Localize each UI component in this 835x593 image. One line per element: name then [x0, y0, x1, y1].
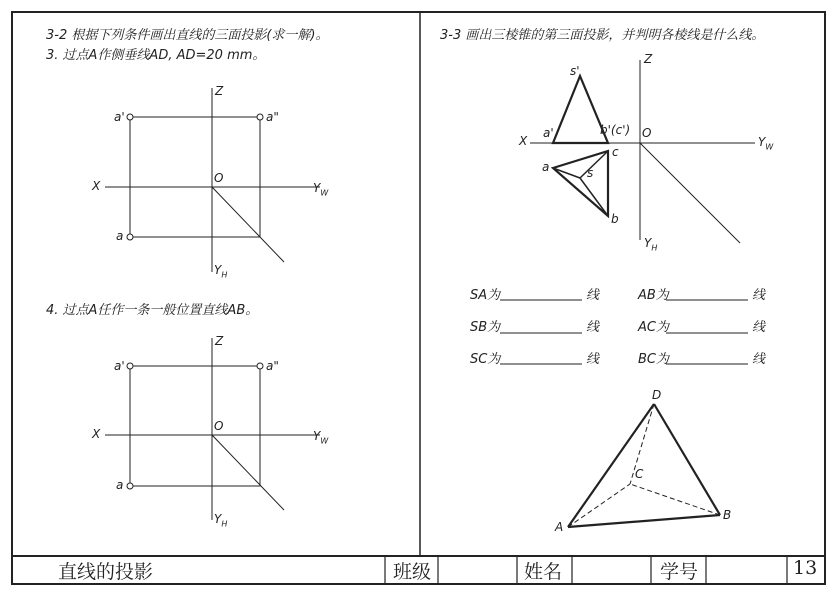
page-number: 13	[793, 557, 818, 579]
axis-yh-label: $Y_H$	[214, 263, 228, 280]
answer-sc-label: SC为	[470, 352, 501, 367]
answer-bc-label: BC为	[638, 352, 669, 367]
answer-blanks	[500, 300, 748, 364]
footer-id-label: 学号	[660, 561, 699, 583]
origin-label-3: O	[642, 126, 652, 140]
point-a-2: a	[116, 478, 124, 492]
answer-sa-label: SA为	[470, 288, 501, 303]
point-a: a	[116, 229, 124, 243]
axis-x-label-2: X	[92, 427, 101, 441]
axis-yw-label-2: $Y_W$	[313, 429, 329, 446]
pyramid-3d	[568, 404, 720, 527]
axis-z-label-2: Z	[215, 334, 224, 348]
problem-3-3-title: 3-3 画出三棱锥的第三面投影，并判明各棱线是什么线。	[440, 28, 765, 43]
point-c: c	[612, 145, 619, 159]
solid-point-d: D	[652, 388, 662, 402]
answer-sb-suffix: 线	[586, 320, 600, 335]
point-s: s	[587, 166, 594, 180]
point-s-prime: s'	[570, 64, 580, 78]
diagram-3-3-axes	[530, 60, 755, 243]
point-a-dprime: a"	[266, 110, 279, 124]
problem-3-2-title: 3-2 根据下列条件画出直线的三面投影(求一解)。	[46, 28, 329, 43]
axis-yw-label: $Y_W$	[313, 181, 329, 198]
axis-yw-label-3: $Y_W$	[758, 135, 774, 152]
footer-title: 直线的投影	[58, 561, 154, 583]
axis-x-label: X	[92, 179, 101, 193]
point-a-dprime-2: a"	[266, 359, 279, 373]
point-b-prime-c-prime: b'(c')	[600, 123, 631, 137]
point-a-prime-3: a'	[543, 126, 554, 140]
axis-z-label: Z	[215, 84, 224, 98]
answer-sb-label: SB为	[470, 320, 501, 335]
axis-z-label-3: Z	[644, 52, 653, 66]
answer-ab-suffix: 线	[752, 288, 766, 303]
diagram-q4	[105, 338, 320, 520]
point-b: b	[611, 212, 619, 226]
question-3: 3. 过点A作侧垂线AD, AD=20 mm。	[46, 48, 266, 63]
point-a-top: a	[542, 160, 550, 174]
diagram-q3	[105, 88, 320, 272]
point-a-prime: a'	[114, 110, 125, 124]
answer-sc-suffix: 线	[586, 352, 600, 367]
answer-bc-suffix: 线	[752, 352, 766, 367]
answer-ac-suffix: 线	[752, 320, 766, 335]
solid-point-c: C	[635, 467, 644, 481]
solid-point-a: A	[555, 520, 564, 534]
footer-class-label: 班级	[393, 561, 432, 583]
question-4: 4. 过点A任作一条一般位置直线AB。	[46, 303, 259, 318]
point-a-prime-2: a'	[114, 359, 125, 373]
solid-point-b: B	[723, 508, 732, 522]
answer-sa-suffix: 线	[586, 288, 600, 303]
axis-x-label-3: X	[519, 134, 528, 148]
axis-yh-label-2: $Y_H$	[214, 512, 228, 529]
answer-ac-label: AC为	[638, 320, 669, 335]
origin-label-2: O	[214, 419, 224, 433]
pyramid-top-view	[553, 151, 608, 216]
answer-ab-label: AB为	[638, 288, 669, 303]
outer-frame	[12, 12, 825, 584]
axis-yh-label-3: $Y_H$	[644, 236, 658, 253]
origin-label: O	[214, 171, 224, 185]
footer-name-label: 姓名	[524, 561, 563, 583]
